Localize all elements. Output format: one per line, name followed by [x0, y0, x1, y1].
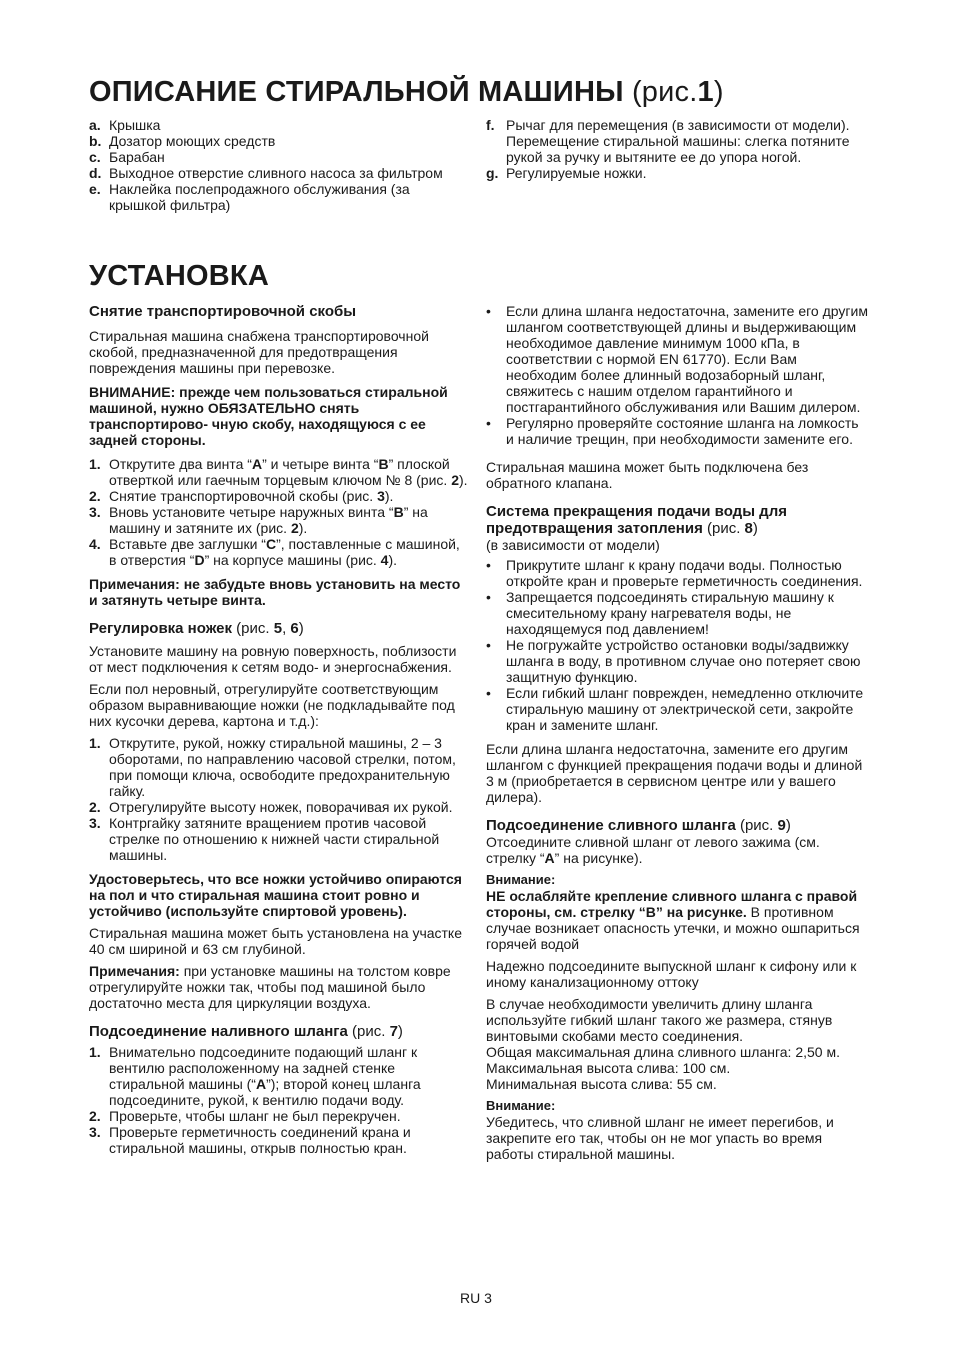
feet-title [89, 620, 469, 637]
item-text: Отрегулируйте высоту ножек, поворачивая их рукой. [109, 799, 453, 815]
inlet-step [89, 1108, 469, 1124]
hose-bullet [486, 415, 870, 447]
drain-p1-b: ” на рисунке). [554, 850, 643, 866]
item-text: ). [298, 520, 308, 536]
list-marker: 1. [89, 1044, 101, 1060]
feet-title-text: Регулировка ножек [89, 620, 232, 637]
installation-left-column [89, 303, 469, 1156]
list-marker: 3. [89, 1124, 101, 1140]
list-marker: d. [89, 165, 102, 181]
emphasis-text: 2 [290, 520, 299, 536]
item-text: Не погружайте устройство остановки воды/задвижку шланга в воду, в противном случае оно потеряет свою защитную функцию. [506, 637, 861, 685]
feet-paragraph-3: Стиральная машина может быть установлена на участке 40 см шириной и 63 см глубиной. [89, 925, 463, 957]
feet-step [89, 799, 469, 815]
title-bold: ОПИСАНИЕ СТИРАЛЬНОЙ МАШИНЫ [89, 76, 624, 108]
flood-bullet [486, 557, 870, 589]
item-text: Проверьте герметичность соединений крана и стиральной машины, открыв полностью кран. [109, 1124, 411, 1156]
list-marker: 1. [89, 735, 101, 751]
inlet-step [89, 1124, 469, 1156]
list-marker: • [486, 589, 491, 605]
feet-note-text: при установке машины на толстом ковре отрегулируйте ножки так, чтобы под машиной было достаточно места для циркуляции воздуха. [89, 963, 451, 1011]
item-text: ” плоской отверткой или гаечным торцевым ключом № 8 (рис. [109, 456, 452, 488]
description-item [89, 133, 449, 149]
emphasis-text: C [265, 536, 277, 552]
item-text: Проверьте, чтобы шланг не был перекручен. [109, 1108, 401, 1124]
emphasis-text: 4 [380, 552, 389, 568]
item-text: Барабан [109, 149, 165, 165]
item-text: Если длина шланга недостаточна, замените его другим шлангом соответствующей длины и выдерживающим необходимое давление минимум 1000 кПа, в соответствии с нормой EN 61770). Если Вам необходим более длинный водозаборный шланг, свяжитесь с нашим отделом гарантийного и постгарантийного обслуживания или Вашим дилером. [506, 303, 868, 415]
flood-title-ref: (рис. [702, 520, 745, 537]
item-text: Наклейка послепродажного обслуживания (за крышкой фильтра) [109, 181, 410, 213]
list-marker: a. [89, 117, 101, 133]
title-ref-num: 1 [697, 76, 714, 108]
description-list-left [89, 117, 449, 213]
flood-bullet [486, 685, 870, 733]
list-marker: 3. [89, 815, 101, 831]
feet-title-close: ) [298, 620, 304, 637]
item-text: ” и четыре винта “ [262, 456, 379, 472]
drain-title [486, 817, 870, 834]
feet-steps [89, 735, 469, 863]
emphasis-text: A [251, 456, 263, 472]
description-item [486, 165, 866, 181]
flood-bullet [486, 589, 870, 637]
section-title-description [89, 76, 724, 108]
item-text: Регулярно проверяйте состояние шланга на ломкость и наличие трещин, при необходимости замените его. [506, 415, 859, 447]
item-text: Внимательно подсоедините подающий шланг к вентилю расположенному на задней стенке стиральной машины (“ [109, 1044, 418, 1092]
drain-p1-a: Отсоедините сливной шланг от левого зажима (см. стрелку “ [486, 834, 820, 866]
flood-length-paragraph: Если длина шланга недостаточна, замените его другим шлангом с функцией прекращения подачи воды и длиной 3 м (приобретается в сервисном центре или у вашего дилера). [486, 741, 863, 805]
list-marker: • [486, 685, 491, 701]
transport-title: Снятие транспортировочной скобы [89, 303, 357, 320]
inlet-title [89, 1023, 469, 1040]
no-valve-paragraph: Стиральная машина может быть подключена без обратного клапана. [486, 459, 809, 491]
attention-text-1 [486, 888, 870, 952]
description-item [89, 181, 449, 213]
attention-bold-1: НЕ ослабляйте крепление сливного шланга с правой стороны, см. стрелку “B” на рисунке. [486, 888, 858, 920]
drain-title-text: Подсоединение сливного шланга [486, 817, 736, 834]
list-marker: • [486, 557, 491, 573]
hose-bullets [486, 303, 870, 447]
item-text: Снятие транспортировочной скобы (рис. [109, 488, 378, 504]
feet-paragraph-1: Установите машину на ровную поверхность, поблизости от мест подключения к сетям водо- и энергоснабжения. [89, 643, 457, 675]
list-marker: • [486, 415, 491, 431]
item-text: Открутите, рукой, ножку стиральной машины, 2 – 3 оборотами, по направлению часовой стрелки, потом, при помощи ключа, освободите предохранительную гайку. [109, 735, 456, 799]
description-item [486, 117, 866, 165]
transport-step [89, 504, 469, 536]
list-marker: 1. [89, 456, 101, 472]
feet-bold-note: Удостоверьтесь, что все ножки устойчиво опираются на пол и что стиральная машина стоит ровно и устойчиво (используйте спиртовой уровень). [89, 871, 462, 919]
transport-step [89, 536, 469, 568]
transport-step [89, 456, 469, 488]
transport-paragraph: Стиральная машина снабжена транспортировочной скобой, предназначенной для предотвращения повреждения машины при перевозке. [89, 328, 429, 376]
list-marker: f. [486, 117, 495, 133]
drain-total-length: Общая максимальная длина сливного шланга: 2,50 м. [486, 1044, 840, 1060]
item-text: Рычаг для перемещения (в зависимости от модели). Перемещение стиральной машины: слегка потяните рукой за ручку и вытяните ее до упора ногой. [506, 117, 850, 165]
list-marker: • [486, 637, 491, 653]
item-text: ”); второй конец шланга подсоедините, рукой, к вентилю подачи воду. [109, 1076, 421, 1108]
list-marker: b. [89, 133, 102, 149]
list-marker: 2. [89, 1108, 101, 1124]
item-text: ). [384, 488, 394, 504]
item-text: ” на машину и затяните их (рис. [109, 504, 428, 536]
feet-note [89, 963, 469, 1011]
inlet-steps [89, 1044, 469, 1156]
drain-title-close: ) [785, 817, 791, 834]
feet-title-sep: , [282, 620, 291, 637]
hose-bullet [486, 303, 870, 415]
flood-title-text: Система прекращения подачи воды для предотвращения затопления [486, 503, 787, 537]
flood-title-n: 8 [744, 520, 753, 537]
item-text: ”, поставленные с машиной, в отверстия “ [109, 536, 460, 568]
emphasis-text: A [255, 1076, 267, 1092]
list-marker: g. [486, 165, 499, 181]
emphasis-text: B [378, 456, 389, 472]
item-text: Дозатор моющих средств [109, 133, 276, 149]
flood-bullets [486, 557, 870, 733]
list-marker: c. [89, 149, 101, 165]
inlet-title-text: Подсоединение наливного шланга [89, 1023, 348, 1040]
feet-note-label: Примечания: [89, 963, 180, 979]
title-ref-close: ) [713, 76, 724, 108]
inlet-title-ref: (рис. [347, 1023, 390, 1040]
inlet-title-n: 7 [389, 1023, 398, 1040]
transport-step [89, 488, 469, 504]
transport-note: Примечания: не забудьте вновь установить на место и затянуть четыре винта. [89, 576, 461, 608]
list-marker: 2. [89, 488, 101, 504]
feet-title-ref: (рис. [232, 620, 274, 637]
flood-title [486, 503, 870, 537]
item-text: ). [459, 472, 468, 488]
item-text: Вставьте две заглушки “ [109, 536, 266, 552]
item-text: Контргайку затяните вращением против часовой стрелке по отношению к нижней части стиральной машины. [109, 815, 440, 863]
emphasis-text: D [194, 552, 205, 568]
inlet-step [89, 1044, 469, 1108]
drain-paragraph-3: В случае необходимости увеличить длину шланга используйте гибкий шланг такого же размера, стянув винтовыми скобами место соединения. [486, 996, 833, 1044]
flood-subtitle: (в зависимости от модели) [486, 537, 660, 553]
emphasis-text: B [393, 504, 404, 520]
item-text: Выходное отверстие сливного насоса за фильтром [109, 165, 443, 181]
feet-step [89, 815, 469, 863]
transport-warning: ВНИМАНИЕ: прежде чем пользоваться стиральной машиной, нужно ОБЯЗАТЕЛЬНО снять транспортирово- чную скобу, находящуюся с ее задней стороны. [89, 384, 448, 448]
attention-label-2: Внимание: [486, 1098, 556, 1113]
list-marker: e. [89, 181, 101, 197]
feet-step [89, 735, 469, 799]
title-ref: (рис. [623, 76, 698, 108]
item-text: Регулируемые ножки. [506, 165, 647, 181]
drain-max-height: Максимальная высота слива: 100 см. [486, 1060, 731, 1076]
item-text: Вновь установите четыре наружных винта “ [109, 504, 394, 520]
item-text: Открутите два винта “ [109, 456, 252, 472]
description-item [89, 149, 449, 165]
list-marker: 3. [89, 504, 101, 520]
item-text: ” на корпусе машины (рис. [204, 552, 381, 568]
transport-steps [89, 456, 469, 568]
drain-paragraph-1 [486, 834, 870, 866]
section-title-installation: УСТАНОВКА [89, 260, 269, 292]
item-text: Если гибкий шланг поврежден, немедленно отключите стиральную машину от электрической сети, закройте кран и замените шланг. [506, 685, 864, 733]
drain-paragraph-2: Надежно подсоедините выпускной шланг к сифону или к иному канализационному оттоку [486, 958, 857, 990]
installation-right-column [486, 303, 870, 1162]
emphasis-text: 3 [377, 488, 385, 504]
feet-title-n2: 6 [290, 620, 299, 637]
drain-title-n: 9 [777, 817, 786, 834]
attention-text-2: Убедитесь, что сливной шланг не имеет перегибов, и закрепите его так, чтобы он не мог упасть во время работы стиральной машины. [486, 1114, 834, 1162]
attention-label-1: Внимание: [486, 872, 556, 887]
item-text: Запрещается подсоединять стиральную машину к смесительному крану нагревателя воды, не находящемуся под давлением! [506, 589, 834, 637]
list-marker: 4. [89, 536, 101, 552]
flood-bullet [486, 637, 870, 685]
list-marker: • [486, 303, 491, 319]
feet-title-n1: 5 [273, 620, 283, 637]
item-text: Прикрутите шланг к крану подачи воды. Полностью откройте кран и проверьте герметичность соединения. [506, 557, 863, 589]
attention-rest-1: В противном случае возникает опасность утечки, и можно ошпариться горячей водой [486, 904, 860, 952]
flood-title-close: ) [752, 520, 758, 537]
drain-p1-key: A [544, 850, 555, 866]
item-text: Крышка [109, 117, 161, 133]
description-item [89, 117, 449, 133]
inlet-title-close: ) [397, 1023, 403, 1040]
drain-min-height: Минимальная высота слива: 55 см. [486, 1076, 717, 1092]
item-text: ). [388, 552, 398, 568]
list-marker: 2. [89, 799, 101, 815]
emphasis-text: 2 [451, 472, 459, 488]
description-list-right [486, 117, 866, 181]
description-item [89, 165, 449, 181]
drain-title-ref: (рис. [735, 817, 778, 834]
feet-paragraph-2: Если пол неровный, отрегулируйте соответствующим образом выравнивающие ножки (не подкладывайте под них кусочки дерева, картона и т.д.): [89, 681, 455, 729]
page-number: RU 3 [460, 1290, 492, 1306]
